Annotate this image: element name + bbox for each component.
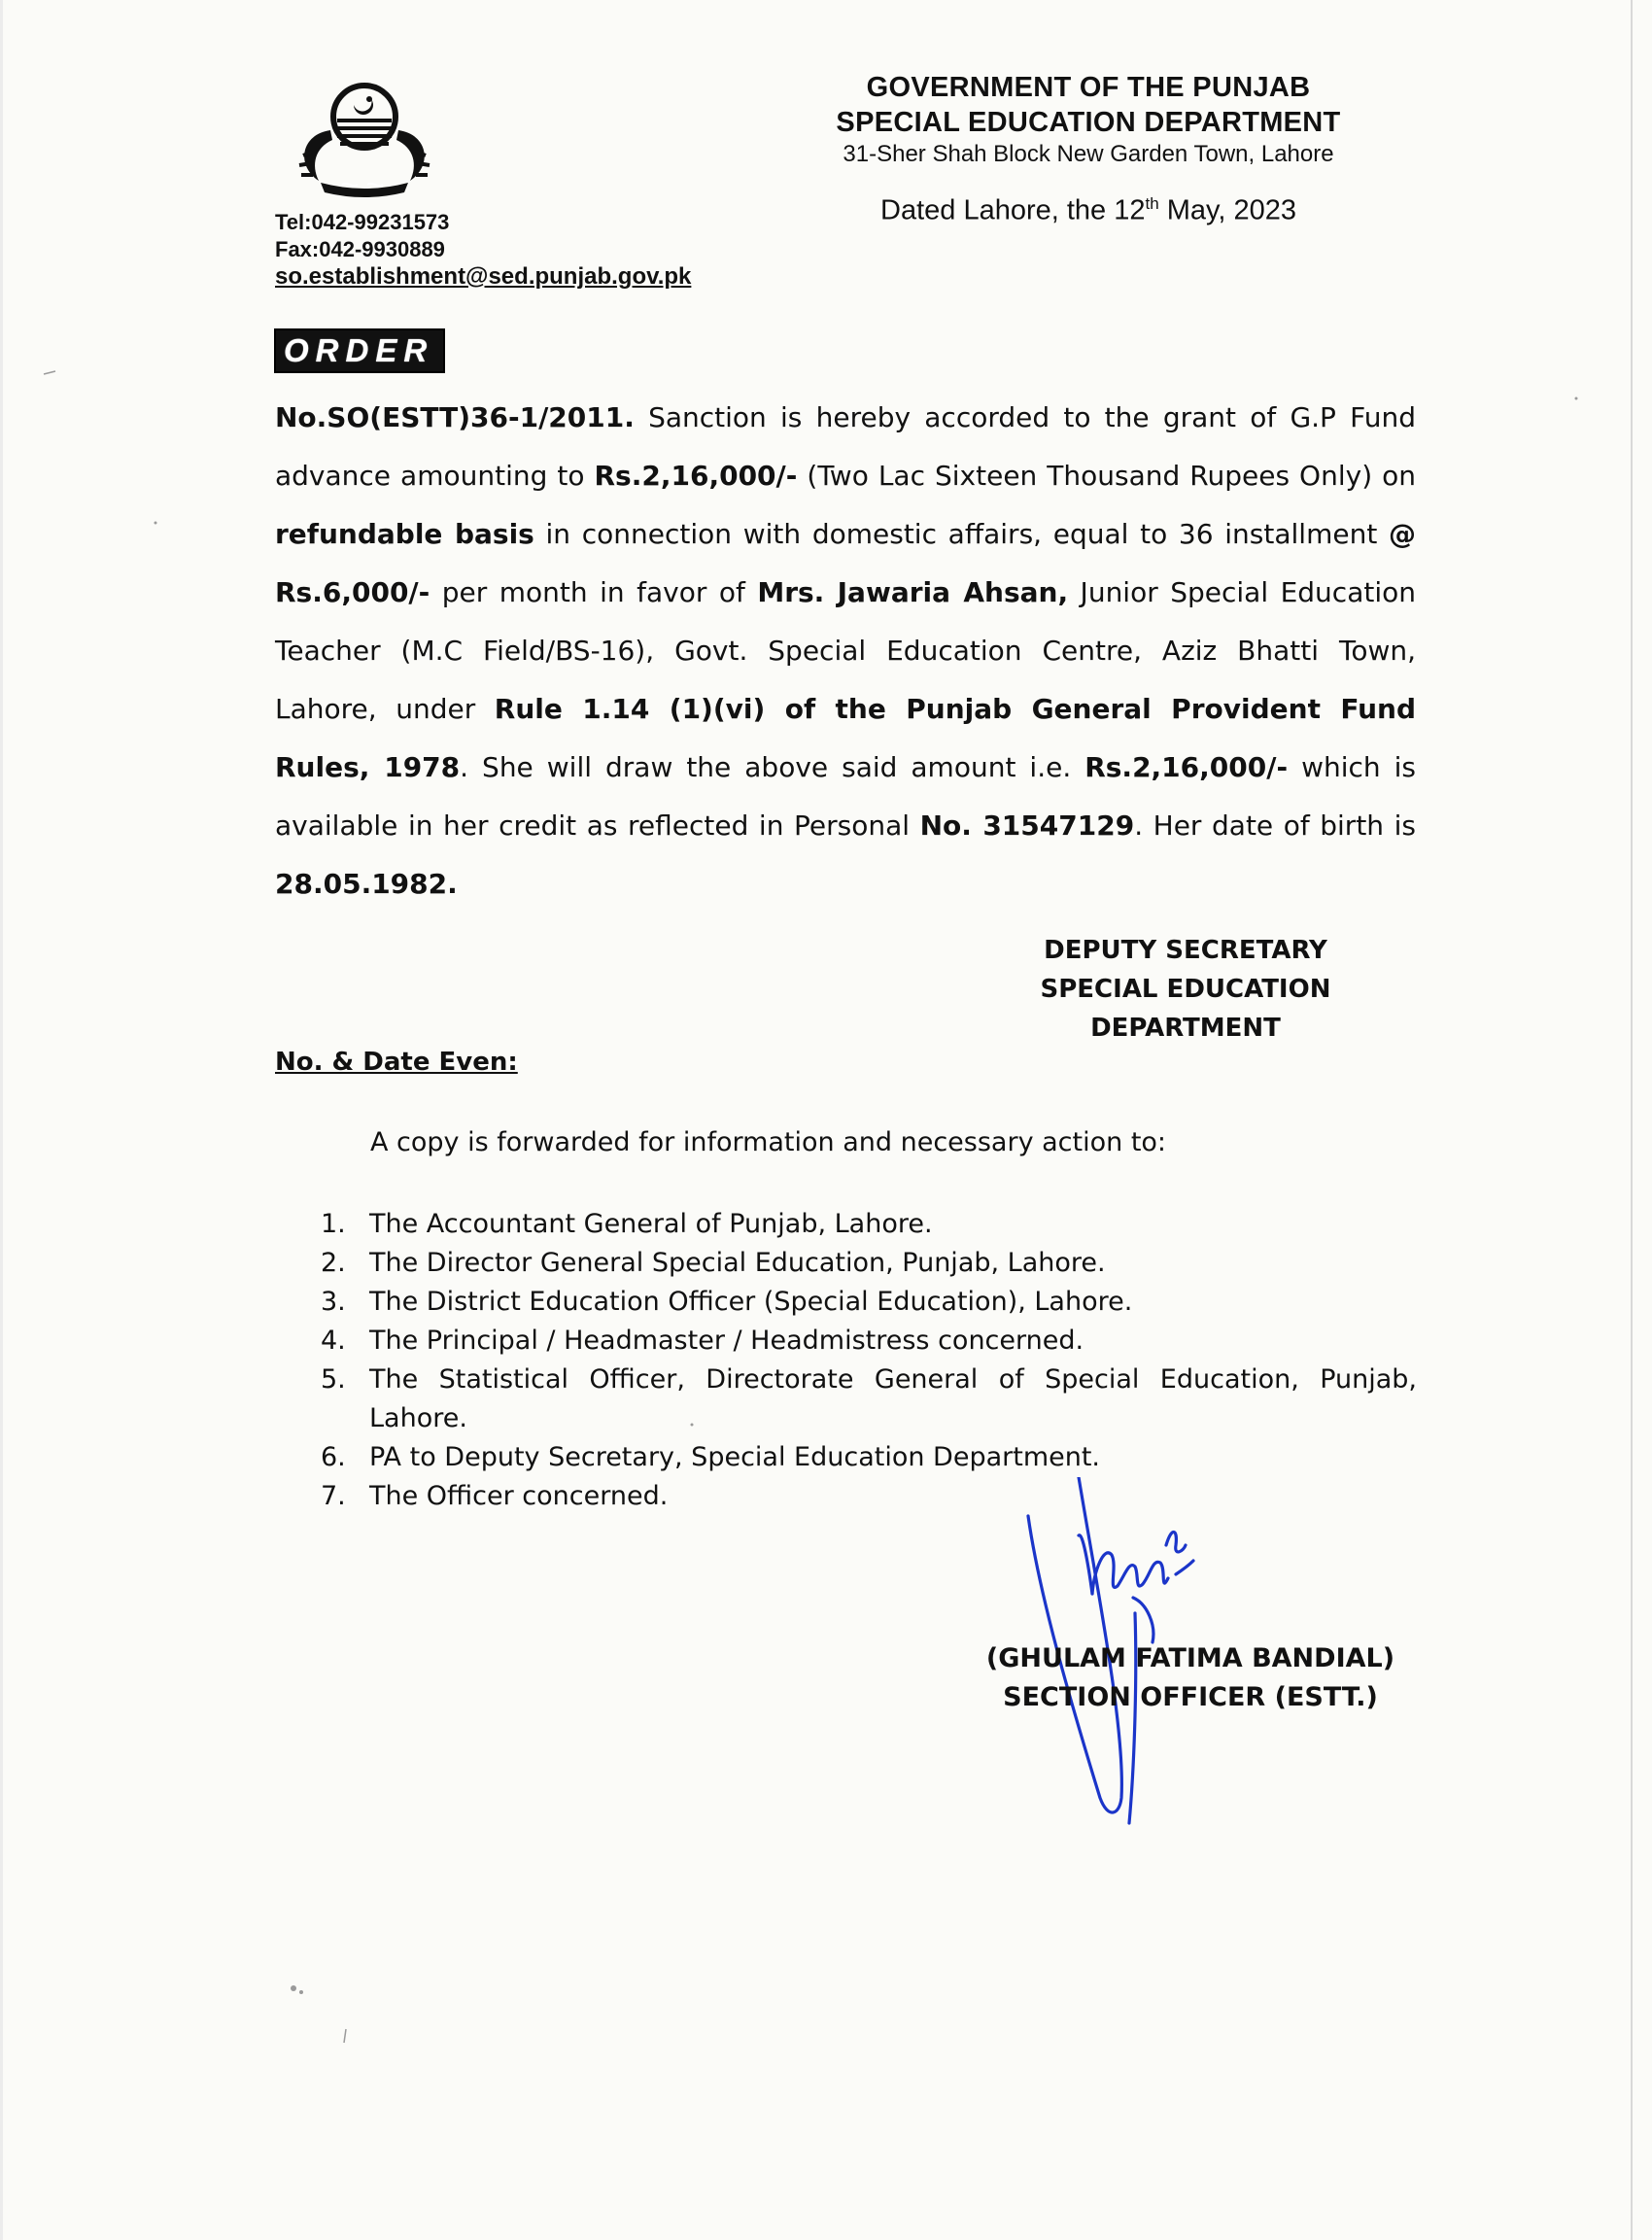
date-of-birth: 28.05.1982.: [275, 868, 458, 900]
draw-amount: Rs.2,16,000/-: [1084, 751, 1289, 783]
list-number: 4.: [321, 1326, 346, 1356]
list-number: 7.: [321, 1481, 346, 1511]
contact-block: [275, 209, 691, 291]
letterhead: [739, 70, 1438, 227]
copy-recipient-item: [321, 1322, 1417, 1361]
dated-line: Dated Lahore, the 12th May, 2023: [880, 194, 1296, 226]
list-number: 1.: [321, 1209, 346, 1239]
list-number: 5.: [321, 1364, 346, 1395]
list-number: 6.: [321, 1442, 346, 1472]
email-link[interactable]: so.establishment@sed.punjab.gov.pk: [275, 263, 692, 290]
list-text: The Statistical Officer, Directorate General of Special Education, Punjab, Lahore.: [369, 1364, 1417, 1433]
list-text: The Accountant General of Punjab, Lahore.: [369, 1209, 933, 1239]
copy-recipient-list: [321, 1205, 1417, 1516]
telephone: Tel:042-99231573: [275, 210, 450, 234]
copy-recipient-item: [321, 1361, 1417, 1438]
section-officer-name: (GHULAM FATIMA BANDIAL): [985, 1643, 1395, 1673]
order-body: No.SO(ESTT)36-1/2011. Sanction is hereby accorded to the grant of G.P Fund advance amounting to Rs.2,16,000/- (Two Lac Sixteen Thousand Rupees Only) on refundable basis in connection with domestic affairs, equal to 36 installment @ Rs.6,000/- per month in favor of Mrs. Jawaria Ahsan, Junior Special Education Teacher (M.C Field/BS-16), Govt. Special Education Centre, Aziz Bhatti Town, Lahore, under Rule 1.14 (1)(vi) of the Punjab General Provident Fund Rules, 1978. She will draw the above said amount i.e. Rs.2,16,000/- which is available in her credit as reflected in Personal No. 31547129. Her date of birth is 28.05.1982.: [275, 401, 1416, 900]
copy-recipient-item: [321, 1205, 1417, 1244]
section-officer-title: SECTION OFFICER (ESTT.): [1003, 1682, 1378, 1712]
deputy-secretary-block: DEPUTY SECRETARY SPECIAL EDUCATION DEPARTMENT: [1040, 936, 1331, 1043]
no-date-even: No. & Date Even:: [275, 1048, 518, 1077]
copy-forwarded-intro: A copy is forwarded for information and necessary action to:: [370, 1127, 1167, 1157]
reference-number: No.SO(ESTT)36-1/2011.: [275, 401, 635, 433]
refundable-basis: refundable basis: [275, 518, 534, 550]
government-title: GOVERNMENT OF THE PUNJAB: [866, 72, 1311, 103]
department-address: 31-Sher Shah Block New Garden Town, Lahore: [843, 141, 1334, 167]
page-edge-left: [0, 0, 3, 2240]
installment-amount: @ Rs.6,000/-: [275, 518, 1416, 608]
copy-recipient-item: [321, 1438, 1417, 1477]
personal-number: No. 31547129: [919, 810, 1135, 842]
department-title: SPECIAL EDUCATION DEPARTMENT: [836, 107, 1341, 138]
fax: Fax:042-9930889: [275, 237, 445, 261]
list-text: The Principal / Headmaster / Headmistress concerned.: [369, 1326, 1084, 1356]
list-text: The District Education Officer (Special Education), Lahore.: [369, 1287, 1133, 1317]
punjab-government-seal-icon: [282, 76, 447, 202]
list-number: 3.: [321, 1287, 346, 1317]
copy-recipient-item: [321, 1244, 1417, 1283]
employee-name: Mrs. Jawaria Ahsan,: [757, 576, 1069, 608]
rule-reference: Rule 1.14 (1)(vi) of the Punjab General Provident Fund Rules, 1978: [275, 693, 1416, 783]
advance-amount: Rs.2,16,000/-: [594, 460, 798, 492]
section-officer-block: [981, 1639, 1399, 1717]
page-edge-right: [1631, 0, 1633, 2240]
list-text: The Officer concerned.: [369, 1481, 669, 1511]
order-heading: ORDER: [274, 328, 445, 373]
list-text: PA to Deputy Secretary, Special Education Department.: [369, 1442, 1101, 1472]
list-text: The Director General Special Education, Punjab, Lahore.: [369, 1248, 1106, 1278]
list-number: 2.: [321, 1248, 346, 1278]
copy-recipient-item: [321, 1283, 1417, 1322]
